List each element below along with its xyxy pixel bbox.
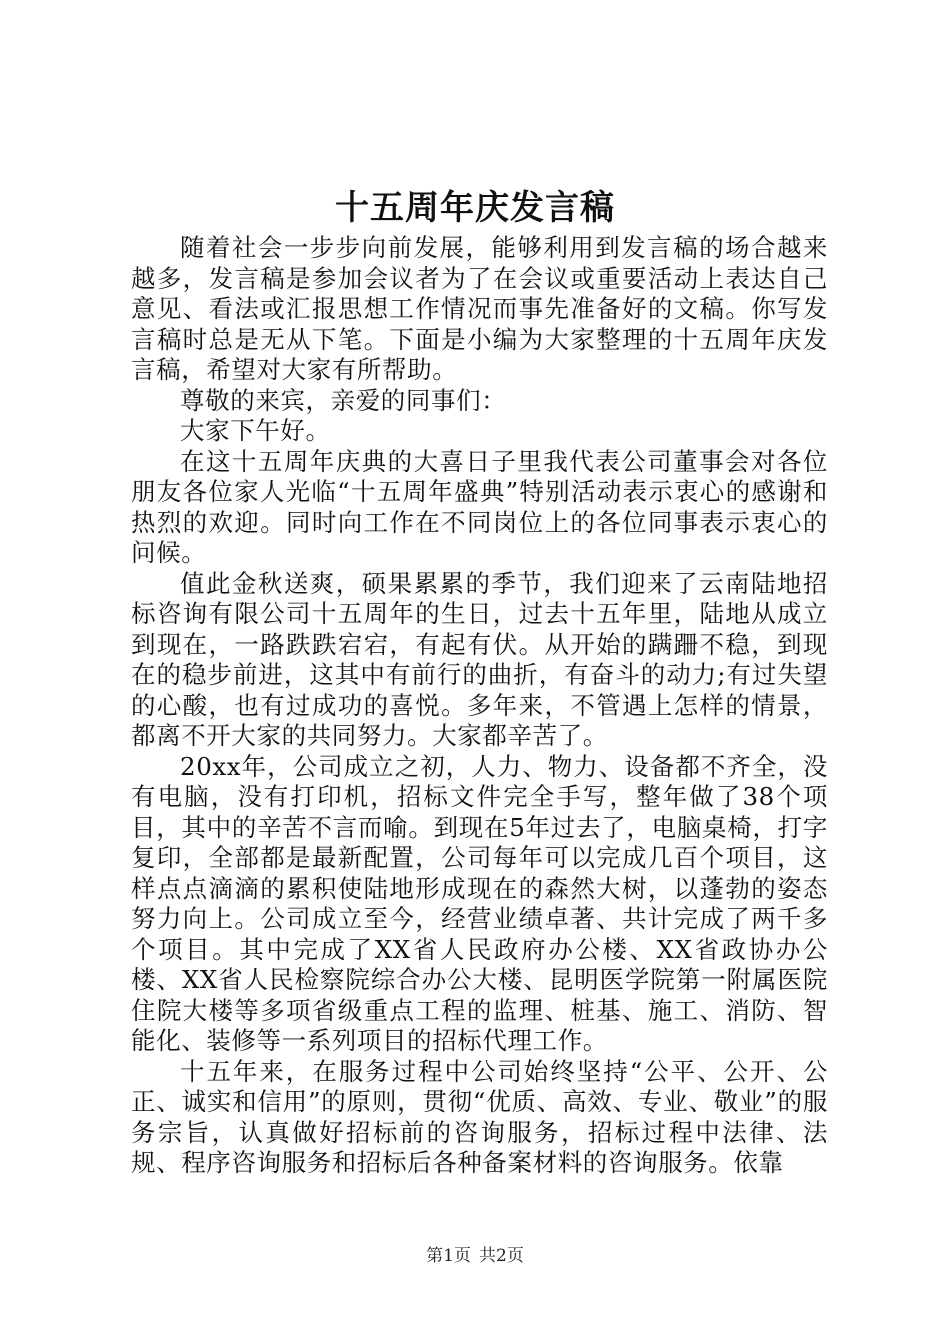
page-total: 共2页 — [479, 1246, 524, 1266]
paragraph-anniversary: 值此金秋送爽，硕果累累的季节，我们迎来了云南陆地招标咨询有限公司十五周年的生日，过去十五年里，陆地从成立到现在，一路跌跌宕宕，有起有伏。从开始的蹒跚不稳，到现在的稳步前进，这其中有前行的曲折，有奋斗的动力;有过失望的心酸，也有过成功的喜悦。多年来，不管遇上怎样的情景，都离不开大家的共同努力。大家都辛苦了。 — [131, 568, 828, 750]
document-title: 十五周年庆发言稿 — [335, 188, 615, 228]
paragraph-principles: 十五年来，在服务过程中公司始终坚持“公平、公开、公正、诚实和信用”的原则，贯彻“优质、高效、专业、敬业”的服务宗旨，认真做好招标前的咨询服务，招标过程中法律、法规、程序咨询服务和招标后各种备案材料的咨询服务。依靠 — [131, 1056, 828, 1177]
page-number: 第1页 — [426, 1246, 471, 1266]
paragraph-intro: 随着社会一步步向前发展，能够利用到发言稿的场合越来越多，发言稿是参加会议者为了在会议或重要活动上表达自己意见、看法或汇报思想工作情况而事先准备好的文稿。你写发言稿时总是无从下笔。下面是小编为大家整理的十五周年庆发言稿，希望对大家有所帮助。 — [131, 233, 828, 384]
paragraph-history: 20xx年，公司成立之初，人力、物力、设备都不齐全，没有电脑，没有打印机，招标文件完全手写，整年做了38个项目，其中的辛苦不言而喻。到现在5年过去了，电脑桌椅，打字复印，全部都是最新配置，公司每年可以完成几百个项目，这样点点滴滴的累积使陆地形成现在的森然大树，以蓬勃的姿态努力向上。公司成立至今，经营业绩卓著、共计完成了两千多个项目。其中完成了XX省人民政府办公楼、XX省政协办公楼、XX省人民检察院综合办公大楼、昆明医学院第一附属医院住院大楼等多项省级重点工程的监理、桩基、施工、消防、智能化、装修等一系列项目的招标代理工作。 — [131, 751, 828, 1055]
document-body — [131, 233, 828, 1179]
page-footer — [0, 1244, 950, 1268]
paragraph-welcome: 在这十五周年庆典的大喜日子里我代表公司董事会对各位朋友各位家人光临“十五周年盛典”特别活动表示衷心的感谢和热烈的欢迎。同时向工作在不同岗位上的各位同事表示衷心的问候。 — [131, 446, 828, 567]
paragraph-greeting: 大家下午好。 — [180, 416, 331, 445]
paragraph-salutation: 尊敬的来宾，亲爱的同事们： — [180, 385, 507, 415]
